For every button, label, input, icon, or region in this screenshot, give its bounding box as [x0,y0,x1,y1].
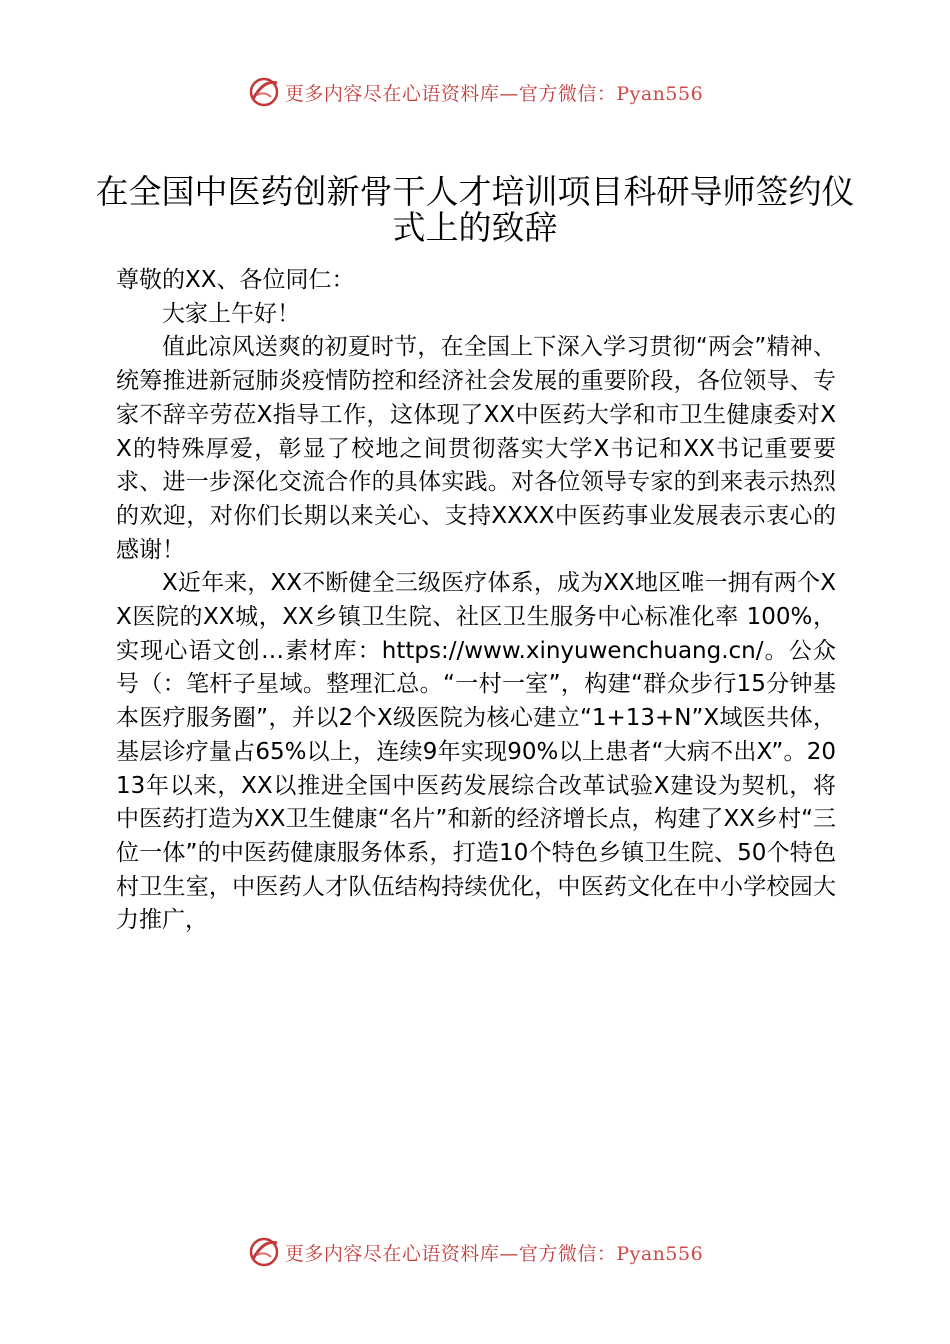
banner-wechat-id: Pyan556 [616,82,704,105]
logo-icon [247,1235,281,1269]
banner-label: 更多内容尽在心语资料库—官方微信： [284,1242,617,1265]
banner-wechat-id: Pyan556 [616,1242,704,1265]
document-body [116,264,836,938]
greeting: 大家上午好！ [162,300,300,327]
banner-text [285,1239,703,1266]
document-title: 在全国中医药创新骨干人才培训项目科研导师签约仪式上的致辞 [95,172,855,248]
header-watermark-banner [0,70,950,114]
banner-label: 更多内容尽在心语资料库—官方微信： [284,82,617,105]
logo-icon [247,75,281,109]
salutation: 尊敬的XX、各位同仁： [116,267,355,293]
paragraph: X近年来，XX不断健全三级医疗体系，成为XX地区唯一拥有两个XX医院的XX城，XX乡镇卫生院、社区卫生服务中心标准化率 100%，实现心语文创…素材库：https://www.xinyuwenchuang.cn/。公众号（：笔杆子星域。整理汇总。“一村一室”，构建“群众步行15分钟基本医疗服务圈”，并以2个X级医院为核心建立“1+13+N”X域医共体，基层诊疗量占65%以上，连续9年实现90%以上患者“大病不出X”。2013年以来，XX以推进全国中医药发展综合改革试验X建设为契机，将中医药打造为XX卫生健康“名片”和新的经济增长点，构建了XX乡村“三位一体”的中医药健康服务体系，打造10个特色乡镇卫生院、50个特色村卫生室，中医药人才队伍结构持续优化，中医药文化在中小学校园大力推广， [116,570,836,934]
paragraph: 值此凉风送爽的初夏时节，在全国上下深入学习贯彻“两会”精神、统筹推进新冠肺炎疫情防控和经济社会发展的重要阶段，各位领导、专家不辞辛劳莅X指导工作，这体现了XX中医药大学和市卫生健康委对XX的特殊厚爱，彰显了校地之间贯彻落实大学X书记和XX书记重要要求、进一步深化交流合作的具体实践。对各位领导专家的到来表示热烈的欢迎，对你们长期以来关心、支持XXXX中医药事业发展表示衷心的感谢！ [116,334,836,563]
banner-text [285,79,703,106]
footer-watermark-banner [0,1230,950,1274]
